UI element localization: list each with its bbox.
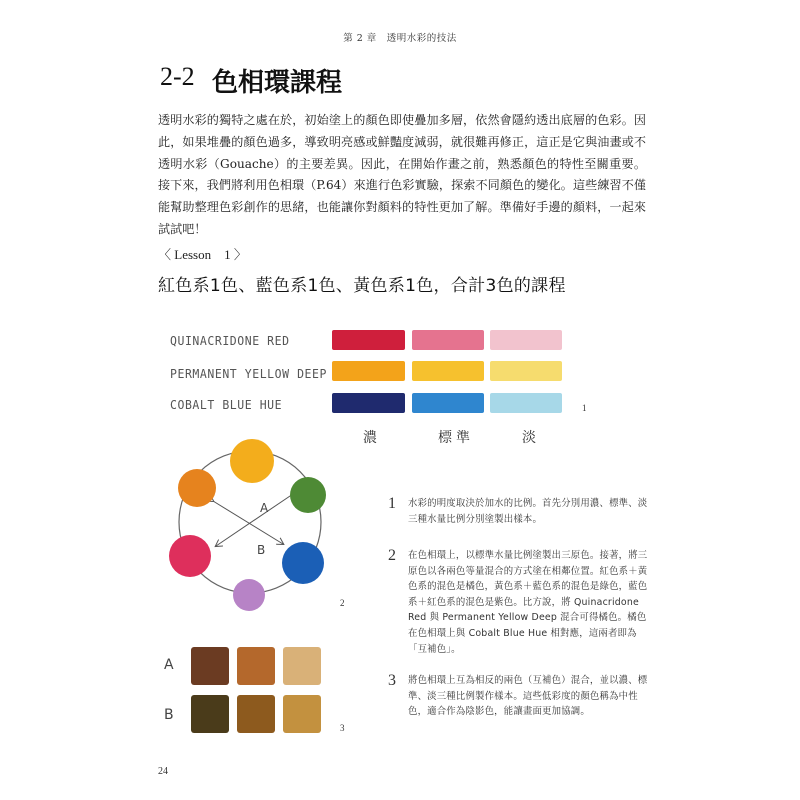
concentration-dense: 濃	[363, 430, 381, 446]
wheel-label-a: A	[260, 501, 269, 515]
wheel-label-b: B	[257, 543, 266, 557]
wheel-yellow	[230, 439, 274, 483]
mix-b-dense	[191, 695, 229, 733]
complement-arrow-b	[216, 494, 293, 546]
concentration-light: 淡	[522, 430, 540, 446]
swatch-blue-standard	[412, 393, 484, 413]
wheel-orange	[178, 469, 216, 507]
mix-row-label-a: A	[164, 657, 174, 673]
step-3-text: 將色相環上互為相反的兩色（互補色）混合，並以濃、標準、淡三種比例製作樣本。這些低彩度的顏色稱為中性色，適合作為陰影色，能讓畫面更加協調。	[408, 675, 648, 718]
pigment-name-red: QUINACRIDONE RED	[170, 333, 290, 348]
intro-paragraph: 透明水彩的獨特之處在於，初始塗上的顏色即使疊加多層，依然會隱約透出底層的色彩。因此，如果堆疊的顏色過多，導致明亮感或鮮豔度減弱，就很難再修正，這正是它與油畫或不透明水彩（Gouache）的主要差異。因此，在開始作畫之前，熟悉顏色的特性至關重要。接下來，我們將利用色相環（P.64）來進行色彩實驗，探索不同顏色的變化。這些練習不僅能幫助整理色彩創作的思緒，也能讓你對顏料的特性更加了解。準備好手邊的顏料，一起來試試吧！	[158, 113, 646, 236]
swatch-blue-dense	[332, 393, 405, 413]
swatch-red-standard	[412, 330, 484, 350]
concentration-standard: 標準	[438, 430, 474, 446]
mix-b-light	[283, 695, 321, 733]
wheel-purple	[233, 579, 265, 611]
mix-row-label-b: B	[164, 707, 174, 723]
swatch-red-dense	[332, 330, 405, 350]
swatch-yellow-light	[490, 361, 562, 381]
chapter-header: 第 2 章 透明水彩的技法	[343, 33, 457, 44]
mix-b-standard	[237, 695, 275, 733]
mix-a-light	[283, 647, 321, 685]
section-number: 2-2	[160, 62, 195, 91]
figure-3-number: 3	[340, 723, 345, 733]
lesson-title: 紅色系1色、藍色系1色、黃色系1色，合計3色的課程	[158, 276, 566, 296]
wheel-red	[169, 535, 211, 577]
swatch-blue-light	[490, 393, 562, 413]
wheel-green	[290, 477, 326, 513]
mix-a-standard	[237, 647, 275, 685]
step-1-number: 1	[388, 495, 396, 512]
step-2-number: 2	[388, 547, 396, 564]
step-1-text: 水彩的明度取決於加水的比例。首先分別用濃、標準、淡三種水量比例分別塗製出樣本。	[408, 498, 648, 525]
step-3-number: 3	[388, 672, 396, 689]
lesson-label: 〈 Lesson 1 〉	[158, 247, 247, 262]
color-wheel-diagram	[150, 432, 360, 612]
swatch-red-light	[490, 330, 562, 350]
swatch-yellow-dense	[332, 361, 405, 381]
step-2-text: 在色相環上，以標準水量比例塗製出三原色。接著，將三原色以各兩色等量混合的方式塗在相鄰位置。紅色系＋黃色系的混色是橘色，黃色系＋藍色系的混色是綠色，藍色系＋紅色系的混色是紫色。比方說，將 Quinacridone Red 與 Permanent Yellow Deep 混合可得橘色。橘色在色相環上與 Cobalt Blue Hue 相對應，這兩者即為「互補色」。	[408, 550, 648, 655]
pigment-name-yellow: PERMANENT YELLOW DEEP	[170, 366, 327, 381]
swatch-yellow-standard	[412, 361, 484, 381]
figure-1-number: 1	[582, 403, 587, 413]
pigment-name-blue: COBALT BLUE HUE	[170, 397, 283, 412]
page-number: 24	[158, 766, 168, 777]
figure-2-number: 2	[340, 598, 345, 608]
section-title: 色相環課程	[212, 68, 343, 98]
wheel-blue	[282, 542, 324, 584]
mix-a-dense	[191, 647, 229, 685]
